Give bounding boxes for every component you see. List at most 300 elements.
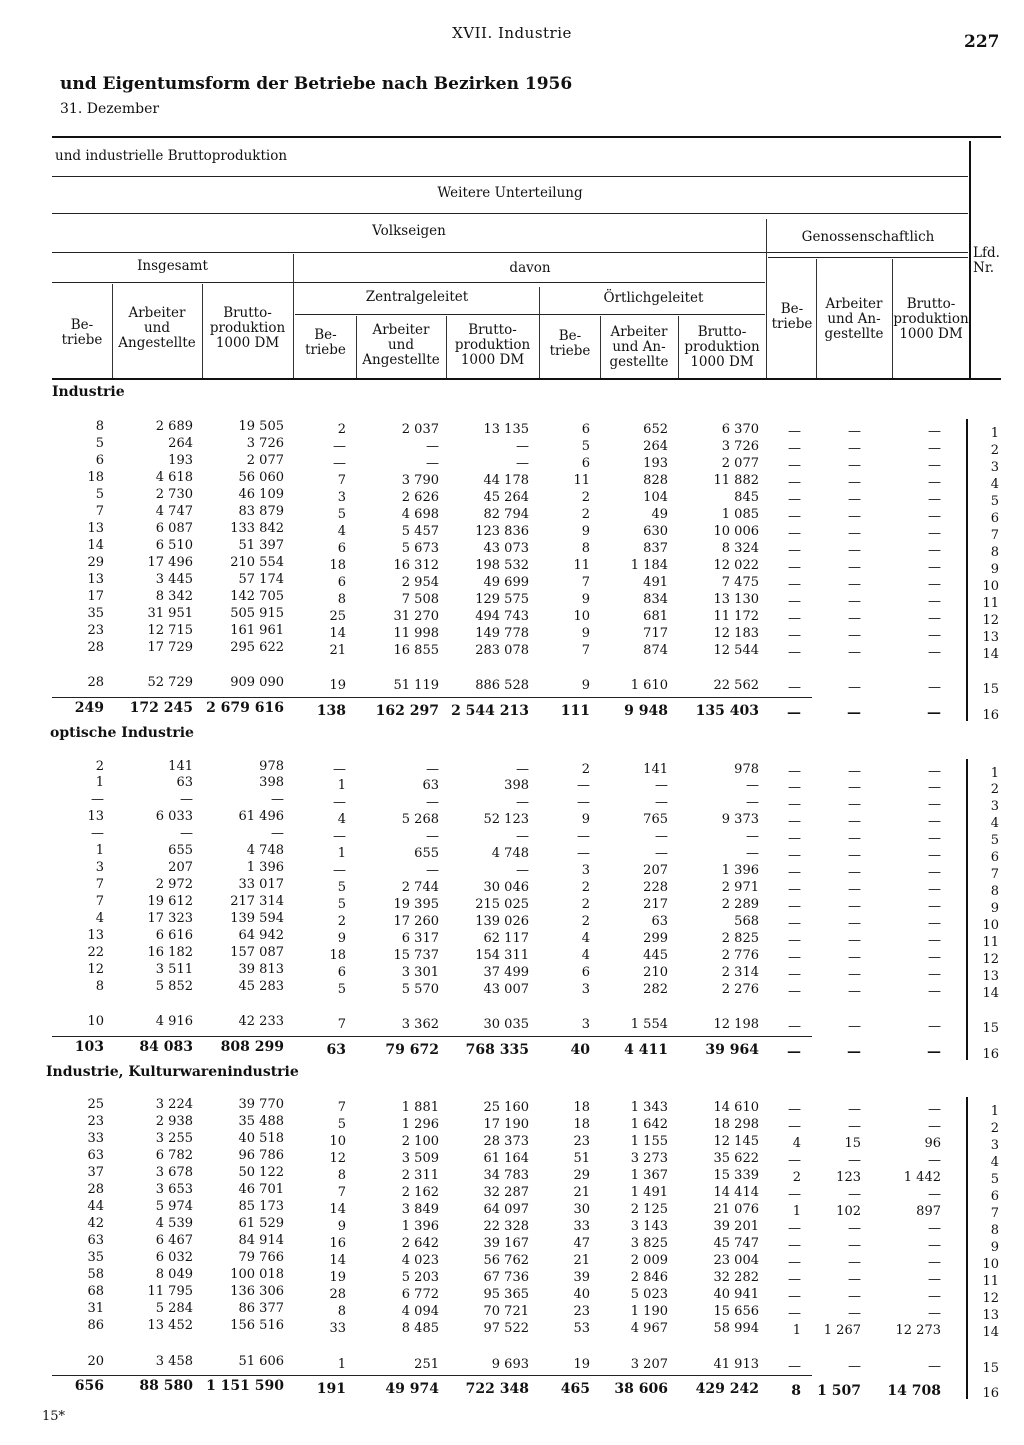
header-rule	[52, 213, 968, 214]
table-cell: 8 485	[401, 1321, 439, 1336]
row-number: 10	[982, 1257, 999, 1272]
table-cell: 103	[74, 1039, 104, 1055]
table-cell: —	[848, 1255, 861, 1270]
table-cell: —	[746, 829, 759, 844]
table-cell: 2 972	[155, 877, 193, 892]
header-genossenschaftlich: Genossenschaftlich	[801, 229, 935, 245]
table-cell: 4 748	[491, 846, 529, 861]
table-cell: —	[91, 826, 104, 841]
table-cell: 282	[643, 982, 668, 997]
table-cell: 44	[87, 1199, 104, 1214]
table-cell: 2	[792, 1170, 801, 1185]
table-cell: —	[788, 628, 801, 643]
table-cell: —	[928, 543, 941, 558]
table-cell: 4 698	[401, 507, 439, 522]
table-cell: —	[788, 1102, 801, 1117]
table-cell: —	[788, 577, 801, 592]
table-cell: 5	[581, 439, 590, 454]
row-number: 8	[990, 884, 999, 899]
table-cell: —	[928, 764, 941, 779]
header-davon: davon	[509, 260, 551, 276]
table-cell: —	[333, 795, 346, 810]
table-cell: 2 626	[401, 490, 439, 505]
table-cell: —	[928, 628, 941, 643]
section-title: Industrie	[52, 384, 125, 400]
table-cell: —	[928, 1272, 941, 1287]
table-cell: 61 164	[483, 1151, 529, 1166]
table-cell: 3 224	[155, 1097, 193, 1112]
row-number: 12	[982, 1291, 999, 1306]
table-cell: 14	[87, 538, 104, 553]
table-cell: 4	[95, 911, 104, 926]
table-cell: 17 190	[483, 1117, 529, 1132]
table-cell: 2	[337, 914, 346, 929]
table-cell: —	[426, 762, 439, 777]
table-cell: 15	[844, 1136, 861, 1151]
table-cell: —	[848, 1187, 861, 1202]
table-cell: 142 705	[230, 589, 284, 604]
row-number: 1	[990, 766, 999, 781]
table-cell: —	[333, 829, 346, 844]
table-cell: 215 025	[475, 897, 529, 912]
table-cell: 11	[573, 558, 590, 573]
table-cell: —	[928, 916, 941, 931]
table-cell: 568	[734, 914, 759, 929]
table-cell: 874	[643, 643, 668, 658]
header-arbeiter: Arbeiter und An- gestellte	[824, 296, 884, 342]
table-cell: 8	[95, 979, 104, 994]
table-cell: 21	[329, 643, 346, 658]
table-cell: 7	[95, 894, 104, 909]
row-number: 4	[990, 816, 999, 831]
table-cell: 3 825	[630, 1236, 668, 1251]
table-cell: —	[848, 1238, 861, 1253]
table-cell: 3 849	[401, 1202, 439, 1217]
table-cell: 2 037	[401, 422, 439, 437]
table-cell: —	[928, 1255, 941, 1270]
table-cell: —	[655, 795, 668, 810]
table-cell: 1	[337, 1357, 346, 1372]
table-cell: 100 018	[230, 1267, 284, 1282]
table-cell: —	[788, 797, 801, 812]
table-cell: 3 726	[721, 439, 759, 454]
table-cell: 52 123	[483, 812, 529, 827]
table-cell: 264	[643, 439, 668, 454]
table-cell: 44 178	[483, 473, 529, 488]
table-cell: 4	[792, 1136, 801, 1151]
table-cell: —	[788, 1119, 801, 1134]
table-cell: 17 323	[147, 911, 193, 926]
row-number: 10	[982, 579, 999, 594]
table-cell: 13	[87, 928, 104, 943]
table-cell: 14 708	[887, 1383, 941, 1399]
table-cell: 31 270	[393, 609, 439, 624]
table-cell: 35	[87, 1250, 104, 1265]
table-cell: —	[848, 1359, 861, 1374]
table-cell: 14	[329, 1253, 346, 1268]
table-cell: 53	[573, 1321, 590, 1336]
table-cell: —	[788, 509, 801, 524]
table-cell: 18	[329, 558, 346, 573]
table-cell: —	[848, 628, 861, 643]
table-cell: —	[788, 848, 801, 863]
table-cell: —	[927, 705, 941, 721]
row-number: 15	[982, 682, 999, 697]
table-cell: 264	[168, 436, 193, 451]
table-cell: 10	[573, 609, 590, 624]
table-cell: —	[928, 492, 941, 507]
table-cell: 50 122	[238, 1165, 284, 1180]
table-cell: 31	[87, 1301, 104, 1316]
table-cell: 161 961	[230, 623, 284, 638]
table-cell: 3	[581, 863, 590, 878]
table-cell: —	[928, 967, 941, 982]
table-cell: 3 678	[155, 1165, 193, 1180]
table-cell: 33 017	[238, 877, 284, 892]
table-cell: 5	[95, 436, 104, 451]
table-cell: 8 049	[155, 1267, 193, 1282]
table-cell: 28	[87, 1182, 104, 1197]
table-cell: 3 143	[630, 1219, 668, 1234]
table-cell: 12 022	[713, 558, 759, 573]
table-cell: 51 119	[393, 678, 439, 693]
header-volkseigen: Volkseigen	[372, 223, 446, 239]
table-cell: —	[848, 1119, 861, 1134]
table-cell: 4 618	[155, 470, 193, 485]
table-cell: 172 245	[129, 700, 193, 716]
table-cell: 68	[87, 1284, 104, 1299]
page-footer: 15*	[42, 1409, 66, 1424]
table-cell: —	[928, 899, 941, 914]
table-cell: —	[928, 577, 941, 592]
table-cell: 13	[87, 521, 104, 536]
table-cell: 5	[337, 1117, 346, 1132]
table-cell: 23	[573, 1134, 590, 1149]
table-cell: —	[746, 846, 759, 861]
table-cell: 28	[329, 1287, 346, 1302]
table-cell: 295 622	[230, 640, 284, 655]
table-cell: 6 510	[155, 538, 193, 553]
table-cell: 1 155	[630, 1134, 668, 1149]
table-cell: —	[848, 764, 861, 779]
table-cell: 25	[329, 609, 346, 624]
table-cell: 3	[95, 860, 104, 875]
table-cell: 63	[422, 778, 439, 793]
header-zentralgeleitet: Zentralgeleitet	[365, 289, 469, 305]
total-rule	[52, 1036, 812, 1037]
table-cell: —	[426, 863, 439, 878]
row-number: 6	[990, 511, 999, 526]
section-title: optische Industrie	[50, 725, 194, 741]
table-cell: 33	[573, 1219, 590, 1234]
table-cell: —	[848, 814, 861, 829]
table-cell: 15 656	[713, 1304, 759, 1319]
table-cell: 3 511	[155, 962, 193, 977]
row-number: 13	[982, 630, 999, 645]
table-cell: 2 100	[401, 1134, 439, 1149]
table-cell: 16 312	[393, 558, 439, 573]
row-number: 2	[990, 443, 999, 458]
header-arbeiter: Arbeiter und An- gestellte	[609, 324, 669, 370]
table-cell: —	[848, 577, 861, 592]
table-cell: 465	[560, 1381, 590, 1397]
row-number: 9	[990, 901, 999, 916]
table-cell: 722 348	[465, 1381, 529, 1397]
table-cell: —	[928, 424, 941, 439]
table-cell: 5 268	[401, 812, 439, 827]
table-cell: 43 007	[483, 982, 529, 997]
table-cell: 52 729	[147, 675, 193, 690]
table-cell: —	[788, 933, 801, 948]
header-vrule	[293, 254, 294, 378]
table-cell: 2	[95, 759, 104, 774]
table-cell: 9 948	[624, 703, 668, 719]
table-cell: 38 606	[614, 1381, 668, 1397]
table-cell: 6	[337, 965, 346, 980]
table-cell: 2 077	[246, 453, 284, 468]
table-cell: —	[788, 1255, 801, 1270]
table-cell: 63	[87, 1148, 104, 1163]
row-number: 5	[990, 494, 999, 509]
table-cell: 828	[643, 473, 668, 488]
table-cell: —	[516, 456, 529, 471]
table-cell: 35 622	[713, 1151, 759, 1166]
table-cell: —	[426, 439, 439, 454]
table-cell: 909 090	[230, 675, 284, 690]
table-cell: 8	[337, 1168, 346, 1183]
row-number: 13	[982, 969, 999, 984]
row-number: 4	[990, 477, 999, 492]
table-cell: 11	[573, 473, 590, 488]
table-cell: 11 882	[713, 473, 759, 488]
table-cell: 21	[573, 1253, 590, 1268]
table-cell: —	[426, 795, 439, 810]
table-cell: 41 913	[713, 1357, 759, 1372]
table-cell: 22	[87, 945, 104, 960]
table-cell: —	[271, 826, 284, 841]
table-cell: 39 201	[713, 1219, 759, 1234]
table-cell: 28	[87, 675, 104, 690]
table-cell: 193	[168, 453, 193, 468]
table-cell: 12	[87, 962, 104, 977]
table-cell: 768 335	[465, 1042, 529, 1058]
row-number: 3	[990, 460, 999, 475]
table-cell: 23	[87, 1114, 104, 1129]
table-cell: —	[848, 1289, 861, 1304]
table-cell: 40 518	[238, 1131, 284, 1146]
table-cell: 3	[581, 982, 590, 997]
table-cell: 18	[573, 1100, 590, 1115]
table-cell: 10	[329, 1134, 346, 1149]
row-number: 7	[990, 528, 999, 543]
table-cell: 8	[95, 419, 104, 434]
table-cell: 8	[581, 541, 590, 556]
table-cell: —	[788, 984, 801, 999]
table-cell: 7	[337, 1185, 346, 1200]
table-cell: 9	[581, 592, 590, 607]
table-cell: 49	[651, 507, 668, 522]
table-cell: 84 914	[238, 1233, 284, 1248]
table-cell: 34 783	[483, 1168, 529, 1183]
table-cell: —	[788, 475, 801, 490]
table-cell: —	[788, 831, 801, 846]
table-cell: 96 786	[238, 1148, 284, 1163]
table-cell: —	[655, 829, 668, 844]
table-cell: 1 184	[630, 558, 668, 573]
table-cell: 12 183	[713, 626, 759, 641]
table-cell: 837	[643, 541, 668, 556]
table-cell: 4 748	[246, 843, 284, 858]
table-cell: —	[848, 594, 861, 609]
table-cell: 51 397	[238, 538, 284, 553]
table-cell: 655	[414, 846, 439, 861]
table-cell: 765	[643, 812, 668, 827]
table-cell: 656	[74, 1378, 104, 1394]
header-rule	[295, 282, 765, 283]
table-cell: 7	[581, 643, 590, 658]
header-brutto: Brutto- produktion 1000 DM	[684, 324, 760, 370]
row-number: 3	[990, 1138, 999, 1153]
table-cell: 6 317	[401, 931, 439, 946]
table-cell: 162 297	[375, 703, 439, 719]
table-cell: 9	[581, 812, 590, 827]
table-cell: 123 836	[475, 524, 529, 539]
table-cell: 8 324	[721, 541, 759, 556]
table-cell: 7	[337, 1100, 346, 1115]
row-number: 8	[990, 545, 999, 560]
table-cell: —	[746, 778, 759, 793]
table-cell: 19 612	[147, 894, 193, 909]
table-cell: 4 967	[630, 1321, 668, 1336]
table-cell: 299	[643, 931, 668, 946]
table-cell: 6 032	[155, 1250, 193, 1265]
table-cell: 6 087	[155, 521, 193, 536]
table-cell: 7	[337, 1017, 346, 1032]
row-number: 2	[990, 782, 999, 797]
header-oertlichgeleitet: Örtlichgeleitet	[603, 290, 704, 306]
table-cell: 64 942	[238, 928, 284, 943]
table-cell: 18	[573, 1117, 590, 1132]
table-cell: 5	[95, 487, 104, 502]
table-cell: 31 951	[147, 606, 193, 621]
table-cell: —	[333, 762, 346, 777]
table-cell: 2 689	[155, 419, 193, 434]
table-cell: 96	[924, 1136, 941, 1151]
table-cell: 2 825	[721, 931, 759, 946]
table-cell: —	[928, 1119, 941, 1134]
table-cell: 2 289	[721, 897, 759, 912]
table-cell: —	[787, 1044, 801, 1060]
table-cell: 5 673	[401, 541, 439, 556]
table-cell: 79 672	[385, 1042, 439, 1058]
table-cell: 4 411	[624, 1042, 668, 1058]
table-cell: 5 974	[155, 1199, 193, 1214]
table-cell: —	[788, 680, 801, 695]
table-cell: —	[928, 882, 941, 897]
table-cell: 40	[570, 1042, 590, 1058]
table-cell: 1 881	[401, 1100, 439, 1115]
table-cell: 198 532	[475, 558, 529, 573]
table-cell: 2	[581, 507, 590, 522]
table-cell: 491	[643, 575, 668, 590]
row-number: 16	[982, 708, 999, 723]
table-cell: 39 167	[483, 1236, 529, 1251]
table-cell: —	[577, 829, 590, 844]
table-cell: —	[848, 848, 861, 863]
table-cell: —	[788, 1289, 801, 1304]
header-arbeiter: Arbeiter und Angestellte	[362, 322, 440, 368]
table-cell: 4	[581, 948, 590, 963]
table-cell: 19	[329, 678, 346, 693]
table-cell: —	[848, 509, 861, 524]
table-cell: —	[848, 1272, 861, 1287]
table-cell: 1 396	[721, 863, 759, 878]
header-brutto: Brutto- produktion 1000 DM	[209, 305, 286, 351]
table-cell: 1 367	[630, 1168, 668, 1183]
table-cell: 1 491	[630, 1185, 668, 1200]
table-cell: 63	[326, 1042, 346, 1058]
table-cell: 6 033	[155, 809, 193, 824]
table-cell: 10	[87, 1014, 104, 1029]
table-cell: 7 508	[401, 592, 439, 607]
table-cell: 133 842	[230, 521, 284, 536]
row-number: 8	[990, 1223, 999, 1238]
table-cell: 1	[337, 778, 346, 793]
table-cell: 630	[643, 524, 668, 539]
table-cell: —	[928, 458, 941, 473]
table-cell: 7	[581, 575, 590, 590]
table-cell: 2 642	[401, 1236, 439, 1251]
table-cell: 135 403	[695, 703, 759, 719]
table-cell: 1 190	[630, 1304, 668, 1319]
table-cell: 16 182	[147, 945, 193, 960]
header-rule	[52, 252, 968, 253]
table-cell: 97 522	[483, 1321, 529, 1336]
table-cell: 22 328	[483, 1219, 529, 1234]
table-cell: —	[928, 611, 941, 626]
table-cell: —	[577, 795, 590, 810]
table-cell: —	[848, 492, 861, 507]
total-rule	[52, 697, 812, 698]
table-cell: 3	[581, 1017, 590, 1032]
table-cell: —	[788, 1306, 801, 1321]
table-cell: 23	[573, 1304, 590, 1319]
table-cell: 19	[573, 1357, 590, 1372]
table-cell: 40 941	[713, 1287, 759, 1302]
table-cell: 57 174	[238, 572, 284, 587]
table-cell: 9	[337, 1219, 346, 1234]
table-cell: —	[788, 543, 801, 558]
table-cell: 2 679 616	[206, 700, 284, 716]
table-cell: 88 580	[139, 1378, 193, 1394]
table-cell: 4	[337, 524, 346, 539]
table-cell: 3	[337, 490, 346, 505]
table-cell: 29	[573, 1168, 590, 1183]
table-cell: 63	[87, 1233, 104, 1248]
table-cell: —	[928, 594, 941, 609]
table-cell: 4 094	[401, 1304, 439, 1319]
table-cell: 17 496	[147, 555, 193, 570]
header-rule	[52, 282, 295, 283]
table-cell: 2 125	[630, 1202, 668, 1217]
table-cell: 1	[95, 843, 104, 858]
table-cell: —	[848, 441, 861, 456]
table-cell: 2 162	[401, 1185, 439, 1200]
table-cell: —	[928, 441, 941, 456]
table-cell: 13	[87, 572, 104, 587]
table-cell: 14 610	[713, 1100, 759, 1115]
table-cell: 6 370	[721, 422, 759, 437]
